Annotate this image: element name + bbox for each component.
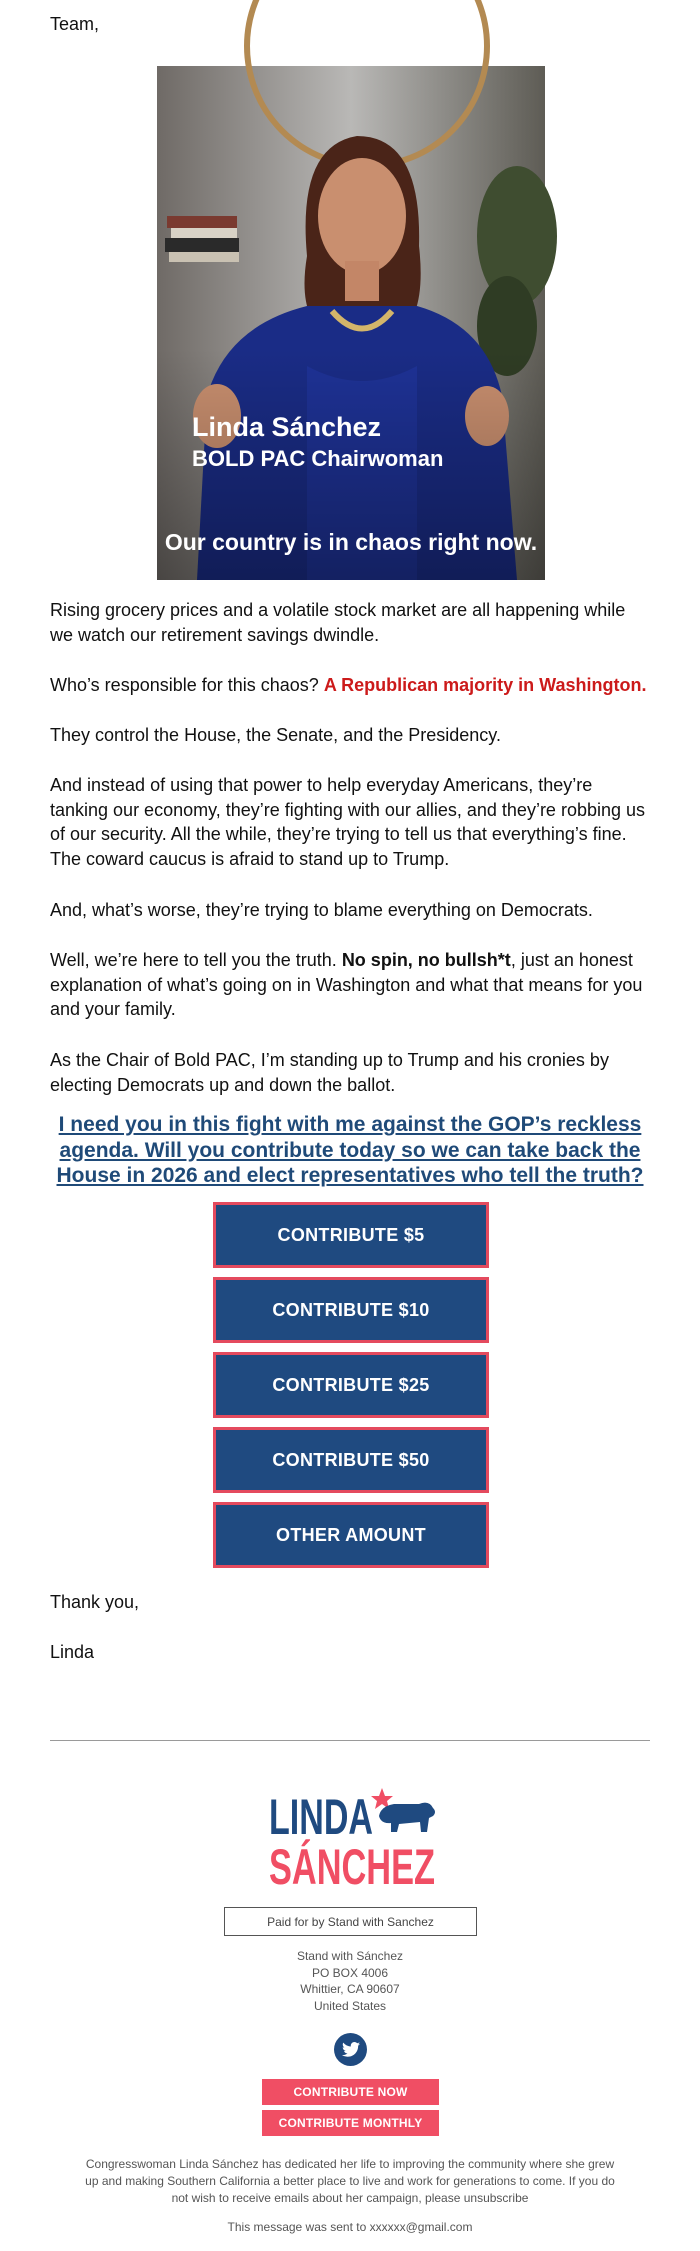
- contribute-25-button[interactable]: CONTRIBUTE $25: [213, 1352, 489, 1418]
- hero-tagline: Our country is in chaos right now.: [164, 529, 538, 555]
- paragraph-1: Rising grocery prices and a volatile stock market are all happening while we watch our retirement savings dwindle.: [50, 600, 626, 645]
- paragraph-6: [50, 948, 650, 1022]
- footer-divider: [50, 1740, 650, 1741]
- paragraph-6-tail: , just an honest explanation of what’s going on in Washington and what that means for you and your family.: [50, 950, 643, 1019]
- paragraph-2: [50, 673, 650, 698]
- sent-to-notice: [0, 2220, 700, 2234]
- paragraph-7: As the Chair of Bold PAC, I’m standing up to Trump and his cronies by electing Democrats up and down the ballot.: [50, 1050, 609, 1095]
- other-amount-button[interactable]: OTHER AMOUNT: [213, 1502, 489, 1568]
- paragraph-5: And, what’s worse, they’re trying to blame everything on Democrats.: [50, 900, 593, 920]
- donation-ask-link[interactable]: I need you in this fight with me against the GOP’s reckless agenda. Will you contribute today so we can take back the House in 2026 and elect representatives who tell the truth?: [56, 1113, 644, 1187]
- logo-text-sanchez: SÁNCHEZ: [269, 1839, 435, 1895]
- address-box: PO BOX 4006: [311, 1965, 389, 1980]
- address-org: Stand with Sánchez: [296, 1949, 404, 1963]
- greeting: Team,: [50, 14, 100, 34]
- twitter-bird-glyph: [342, 2042, 360, 2057]
- contribute-50-button[interactable]: CONTRIBUTE $50: [213, 1427, 489, 1493]
- hero-illustration: [157, 66, 545, 580]
- address-country: United States: [313, 1998, 387, 2013]
- paragraph-3: They control the House, the Senate, and the Presidency.: [50, 725, 501, 745]
- hero-title-caption: BOLD PAC Chairwoman: [192, 446, 444, 471]
- paragraph-4: And instead of using that power to help everyday Americans, they’re tanking our economy, they’re fighting with our allies, and they’re robbing us of our security. All the while, they’re trying to tell us that everything’s fine. The coward caucus is afraid to stand up to Trump.: [50, 775, 646, 869]
- contribute-now-button[interactable]: CONTRIBUTE NOW: [262, 2079, 439, 2105]
- campaign-logo[interactable]: [269, 1786, 437, 1895]
- hero-video-image[interactable]: [157, 66, 545, 580]
- footer-disclaimer: Congresswoman Linda Sánchez has dedicated her life to improving the community where she grew up and making Southern California a better place to live and work for generations to come. If you do not wish to receive emails about her campaign, please unsubscribe: [85, 2157, 615, 2205]
- contribute-monthly-button[interactable]: CONTRIBUTE MONTHLY: [262, 2110, 439, 2136]
- twitter-icon[interactable]: [334, 2033, 367, 2066]
- paid-for-disclaimer: Paid for by Stand with Sanchez: [224, 1907, 477, 1936]
- sent-to-email: xxxxxx@gmail.com: [369, 2220, 473, 2234]
- paragraph-6-lead: Well, we’re here to tell you the truth.: [50, 950, 342, 970]
- contribute-5-button[interactable]: CONTRIBUTE $5: [213, 1202, 489, 1268]
- logo-bear-icon: [379, 1803, 435, 1832]
- signature: Linda: [50, 1642, 95, 1662]
- sent-to-label: This message was sent to: [227, 2220, 370, 2234]
- logo-text-linda: LINDA: [269, 1789, 373, 1845]
- paragraph-2-emphasis: A Republican majority in Washington.: [323, 675, 647, 695]
- signoff: Thank you,: [50, 1592, 140, 1612]
- address-city: Whittier, CA 90607: [300, 1982, 400, 1996]
- logo-graphic: [269, 1786, 437, 1895]
- paragraph-6-bold: No spin, no bullsh*t: [341, 950, 511, 970]
- hero-name-caption: Linda Sánchez: [192, 412, 382, 442]
- contribute-10-button[interactable]: CONTRIBUTE $10: [213, 1277, 489, 1343]
- paragraph-2-lead: Who’s responsible for this chaos?: [50, 675, 324, 695]
- mailing-address: [0, 1948, 700, 2014]
